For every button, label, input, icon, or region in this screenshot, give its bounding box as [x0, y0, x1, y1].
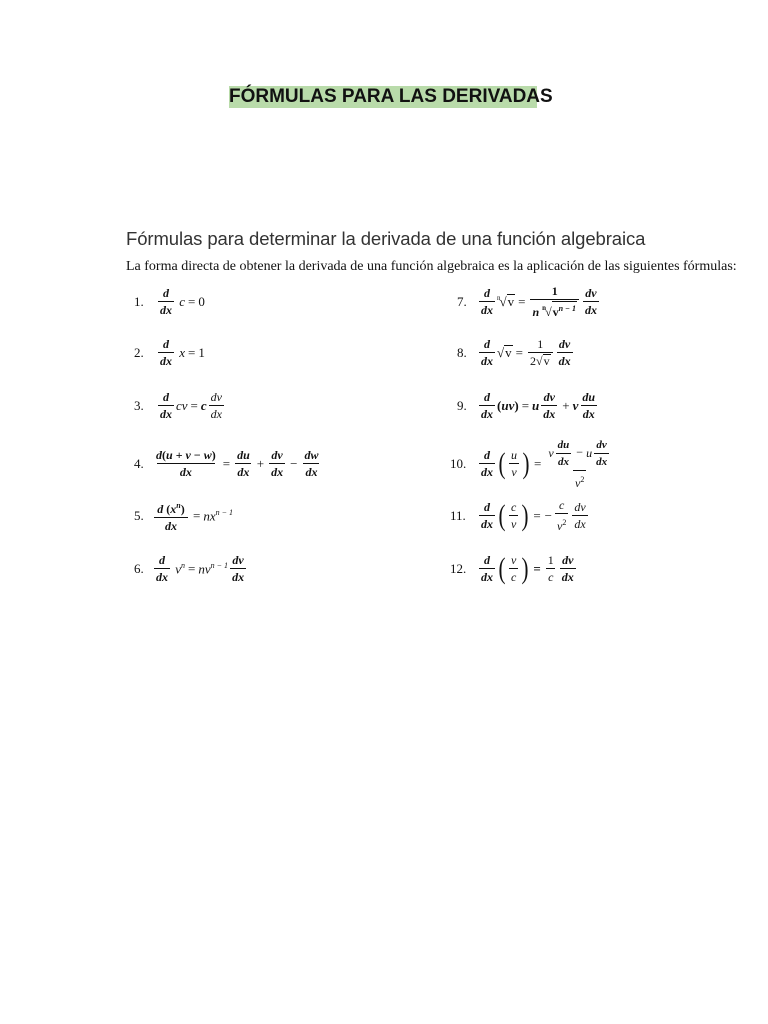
formula-expression: $\frac{d}{dx}$ √v = $\frac{1}{2√v}$ $\frac{dv}{dx}$ — [481, 337, 571, 368]
formula-9 — [457, 381, 599, 431]
formula-expression: $\frac{d}{dx}$ ( $\frac{v}{c}$ ) = $\frac{1}{c}$ $\frac{dv}{dx}$ — [481, 552, 574, 585]
formula-number: 4. — [134, 456, 144, 471]
intro-paragraph: La forma directa de obtener la derivada de una función algebraica es la aplicación de las siguientes fórmulas: — [126, 259, 737, 274]
formula-6 — [134, 544, 248, 594]
formula-expression: $\frac{d}{dx}$ (uv) = u $\frac{dv}{dx}$ + v $\frac{du}{dx}$ — [481, 390, 596, 421]
formula-3 — [134, 381, 226, 431]
formula-7 — [457, 277, 601, 327]
formula-number: 9. — [457, 398, 467, 413]
formula-5 — [134, 491, 233, 541]
formula-number: 12. — [450, 561, 467, 576]
formula-number: 5. — [134, 508, 144, 523]
formula-expression: $\frac{d}{dx}$ $v^n$ = $nv^{n - 1}$ $\frac{dv}{dx}$ — [156, 553, 245, 584]
formula-expression: $\frac{d}{dx}$ c = 0 — [160, 286, 205, 317]
formula-number: 6. — [134, 561, 144, 576]
formula-number: 8. — [457, 345, 467, 360]
formula-number: 7. — [457, 294, 467, 309]
formula-expression: $\frac{d (x^n)}{dx}$ = $nx^{n - 1}$ — [156, 501, 234, 533]
formula-number: 2. — [134, 345, 144, 360]
formula-expression: $\frac{d(u + v - w)}{dx}$ = $\frac{du}{dx}$ + $\frac{dv}{dx}$ − $\frac{dw}{dx}$ — [156, 448, 319, 479]
formula-expression: $\frac{d}{dx}$ x = 1 — [160, 337, 205, 368]
section-heading: Fórmulas para determinar la derivada de una función algebraica — [126, 228, 646, 249]
formula-1 — [134, 277, 205, 327]
formula-4 — [134, 439, 322, 489]
formula-12 — [450, 544, 578, 594]
formula-number: 10. — [450, 456, 467, 471]
formula-8 — [457, 328, 575, 378]
formula-expression: $\frac{d}{dx}$ ( $\frac{c}{v}$ ) = − $\frac{c}{v^2}$ $\frac{dv}{dx}$ — [481, 498, 586, 533]
formula-expression: $\frac{d}{dx}$ cv = c $\frac{dv}{dx}$ — [160, 390, 222, 421]
formula-expression: $\frac{d}{dx}$ ( $\frac{u}{v}$ ) = v $\frac{du}{dx}$ − u $\frac{dv}{dx}$ $v^2$ — [481, 438, 608, 490]
formula-expression: $\frac{d}{dx}$ $^n$√v = $\frac{1}{n ^n√v^{n - 1}}$ $\frac{dv}{dx}$ — [481, 284, 597, 319]
formula-2 — [134, 328, 205, 378]
page-title: FÓRMULAS PARA LAS DERIVADAS — [229, 86, 553, 107]
formula-number: 3. — [134, 398, 144, 413]
formula-number: 1. — [134, 294, 144, 309]
formula-number: 11. — [450, 508, 466, 523]
formula-10 — [450, 439, 615, 489]
formula-11 — [450, 491, 590, 541]
